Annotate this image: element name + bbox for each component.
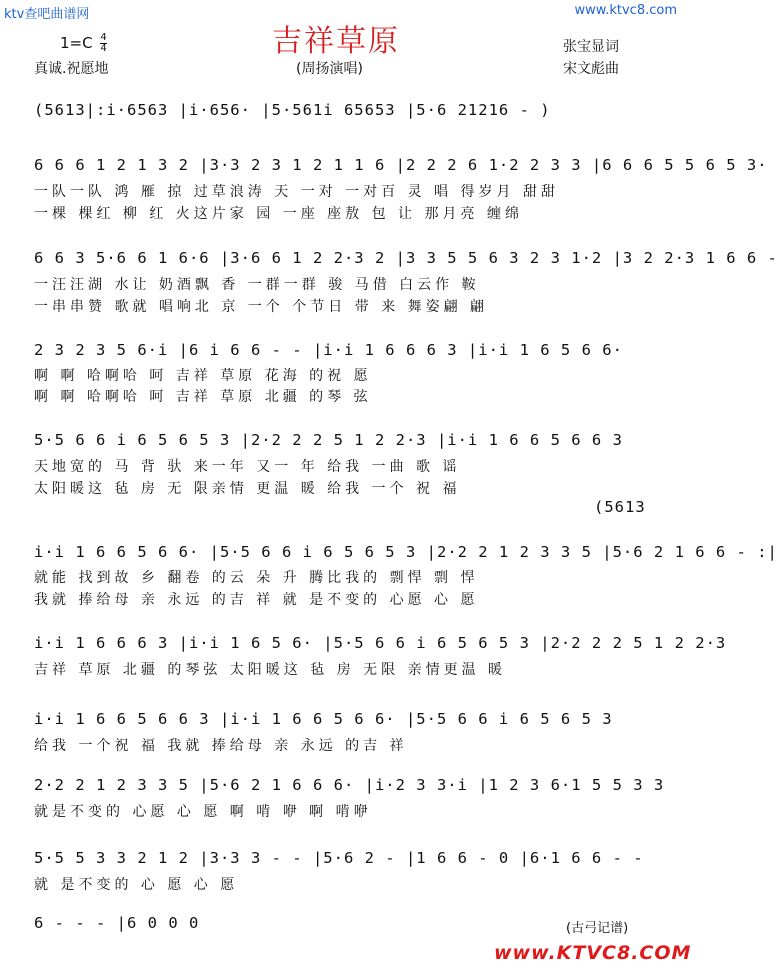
- lyric-line: 天地宽的 马 背 驮 来一年 又一 年 给我 一曲 歌 谣: [34, 459, 461, 475]
- song-title: 吉祥草原: [272, 24, 400, 59]
- notation-line: 6 6 6 1 2 1 3 2 |3·3 2 3 1 2 1 1 6 |2 2 2 6 1·2 2 3 3 |6 6 6 5 5 6 5 3·: [34, 156, 768, 174]
- notation-line: 2 3 2 3 5 6·i |6 i 6 6 - - |i·i 1 6 6 6 3 |i·i 1 6 5 6 6·: [34, 341, 623, 359]
- lyric-line: 就是不变的 心愿 心 愿 啊 啃 咿 啊 啃咿: [34, 804, 372, 820]
- lyric-line: 给我 一个祝 福 我就 捧给母 亲 永远 的吉 祥: [34, 738, 408, 754]
- lyric-line: 我就 捧给母 亲 永远 的吉 祥 就 是不变的 心愿 心 愿: [34, 592, 479, 608]
- notation-line-intro: (5613|:i·6563 |i·656· |5·561i 65653 |5·6 21216 - ): [34, 101, 551, 119]
- site-logo: www.KTVC8.COM: [494, 942, 692, 964]
- lyric-line: 一棵 棵红 柳 红 火这片家 园 一座 座敖 包 让 那月亮 缠绵: [34, 206, 523, 222]
- lyric-line: 一汪汪湖 水让 奶酒飘 香 一群一群 骏 马借 白云作 鞍: [34, 277, 480, 293]
- notation-line: 5·5 5 3 3 2 1 2 |3·3 3 - - |5·6 2 - |1 6 6 - 0 |6·1 6 6 - -: [34, 849, 644, 867]
- repeat-pickup: (5613: [594, 498, 646, 516]
- lyric-line: 就 是不变的 心 愿 心 愿: [34, 877, 239, 893]
- composer-credit: 宋文彪曲: [563, 61, 619, 77]
- lyric-line: 吉祥 草原 北疆 的琴弦 太阳暖这 毡 房 无限 亲情更温 暖: [34, 662, 507, 678]
- lyric-line: 太阳暖这 毡 房 无 限亲情 更温 暖 给我 一个 祝 福: [34, 481, 461, 497]
- performance-direction: 真诚.祝愿地: [34, 61, 109, 77]
- notation-line: 5·5 6 6 i 6 5 6 5 3 |2·2 2 2 5 1 2 2·3 |i·i 1 6 6 5 6 6 3: [34, 431, 623, 449]
- lyric-line: 啊 啊 哈啊哈 呵 吉祥 草原 花海 的祝 愿: [34, 368, 372, 384]
- notation-line: 6 6 3 5·6 6 1 6·6 |3·6 6 1 2 2·3 2 |3 3 5 5 6 3 2 3 1·2 |3 2 2·3 1 6 6 -: [34, 249, 778, 267]
- lyric-line: 啊 啊 哈啊哈 呵 吉祥 草原 北疆 的琴 弦: [34, 389, 372, 405]
- lyric-line: 一串串赞 歌就 唱响北 京 一个 个节日 带 来 舞姿翩 翩: [34, 299, 489, 315]
- watermark-top-right: www.ktvc8.com: [574, 3, 677, 18]
- notation-line-ending: 6 - - - |6 0 0 0: [34, 914, 200, 932]
- notation-line: i·i 1 6 6 5 6 6· |5·5 6 6 i 6 5 6 5 3 |2·2 2 1 2 3 3 5 |5·6 2 1 6 6 - :|: [34, 543, 778, 561]
- watermark-top-left: ktv查吧曲谱网: [4, 7, 90, 22]
- time-signature: $\frac{4}{4}$: [100, 32, 107, 54]
- lyric-line: 就能 找到故 乡 翻卷 的云 朵 升 腾比我的 剽悍 剽 悍: [34, 570, 479, 586]
- lyric-line: 一队一队 鸿 雁 掠 过草浪涛 天 一对 一对百 灵 唱 得岁月 甜甜: [34, 184, 559, 200]
- singer-credit: (周扬演唱): [296, 61, 363, 77]
- lyricist-credit: 张宝显词: [563, 39, 619, 55]
- notation-line: i·i 1 6 6 5 6 6 3 |i·i 1 6 6 5 6 6· |5·5 6 6 i 6 5 6 5 3: [34, 710, 613, 728]
- key-signature: 1=C $\frac{4}{4}$: [60, 32, 107, 54]
- notation-line: 2·2 2 1 2 3 3 5 |5·6 2 1 6 6 6· |i·2 3 3·i |1 2 3 6·1 5 5 3 3: [34, 776, 665, 794]
- notation-line: i·i 1 6 6 6 3 |i·i 1 6 5 6· |5·5 6 6 i 6 5 6 5 3 |2·2 2 2 5 1 2 2·3: [34, 634, 727, 652]
- transcriber-credit: (古弓记谱): [566, 921, 629, 936]
